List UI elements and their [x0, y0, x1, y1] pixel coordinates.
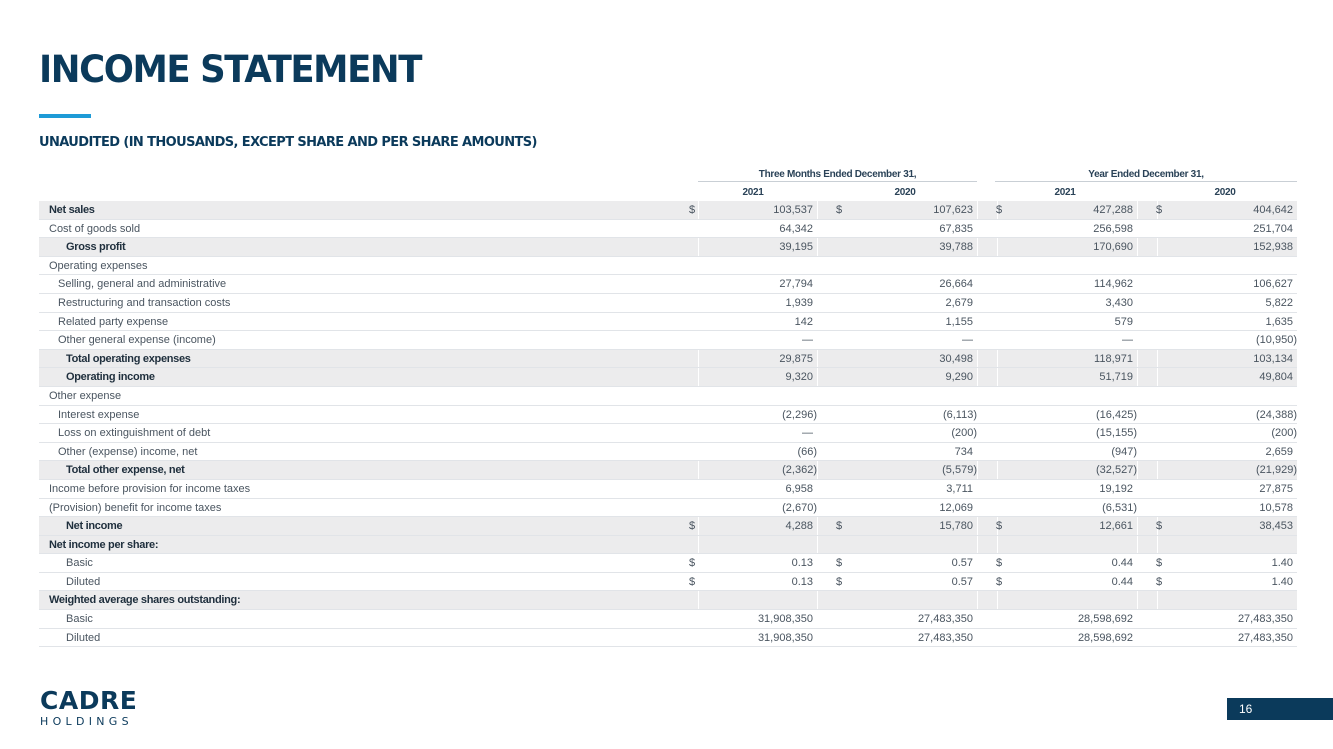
currency-symbol: $	[996, 520, 1003, 533]
value-cell: 1.40	[1271, 575, 1293, 588]
period-header-three-months: Three Months Ended December 31,	[698, 168, 977, 182]
value-cell: (21,929)	[1256, 464, 1297, 477]
row-label: Operating expenses	[49, 259, 148, 272]
year-header-y-2020: 2020	[1214, 187, 1236, 198]
value-cell: 39,195	[779, 241, 813, 254]
value-cell: 734	[954, 445, 973, 458]
currency-symbol: $	[1156, 520, 1163, 533]
row-label: Other general expense (income)	[58, 334, 216, 347]
table-row	[39, 480, 1297, 499]
value-cell: 251,704	[1253, 222, 1293, 235]
row-label: Total other expense, net	[66, 464, 185, 477]
row-label: Restructuring and transaction costs	[58, 296, 231, 309]
column-separator	[817, 350, 818, 368]
value-cell: 64,342	[779, 222, 813, 235]
row-label: Related party expense	[58, 315, 169, 328]
table-row	[39, 313, 1297, 332]
value-cell: (200)	[1271, 427, 1297, 440]
table-row	[39, 350, 1297, 369]
value-cell: 152,938	[1253, 241, 1293, 254]
table-row	[39, 424, 1297, 443]
table-row	[39, 220, 1297, 239]
value-cell: (5,579)	[942, 464, 977, 477]
value-cell: 0.57	[951, 557, 973, 570]
value-cell: (15,155)	[1096, 427, 1137, 440]
column-separator	[817, 201, 818, 219]
value-cell: (66)	[797, 445, 817, 458]
value-cell: 49,804	[1259, 371, 1293, 384]
value-cell: 107,623	[933, 204, 973, 216]
value-cell: 27,483,350	[917, 631, 973, 644]
column-separator	[817, 238, 818, 256]
value-cell: 1.40	[1271, 557, 1293, 570]
row-label: Basic	[66, 557, 93, 570]
income-statement-table	[39, 201, 1297, 647]
row-label: Diluted	[66, 631, 101, 644]
value-cell: 103,134	[1253, 352, 1293, 365]
value-cell: 114,962	[1094, 278, 1133, 291]
value-cell: 29,875	[779, 352, 813, 365]
currency-symbol: $	[689, 520, 696, 533]
value-cell: 27,483,350	[917, 613, 973, 626]
value-cell: 31,908,350	[757, 631, 813, 644]
column-separator	[817, 461, 818, 479]
column-separator	[1157, 368, 1158, 386]
column-separator	[1157, 238, 1158, 256]
table-row	[39, 629, 1297, 648]
currency-symbol: $	[689, 557, 696, 570]
currency-symbol: $	[689, 575, 696, 588]
value-cell: (24,388)	[1256, 408, 1297, 421]
column-separator	[977, 368, 978, 386]
page-subtitle: UNAUDITED (IN THOUSANDS, EXCEPT SHARE AND PER SHARE AMOUNTS)	[39, 135, 537, 150]
currency-symbol: $	[996, 204, 1003, 216]
value-cell: (10,950)	[1256, 334, 1297, 347]
value-cell: (32,527)	[1096, 464, 1137, 477]
title-accent-bar	[39, 114, 91, 118]
value-cell: 256,598	[1093, 222, 1133, 235]
value-cell: 9,320	[785, 371, 813, 384]
table-row	[39, 610, 1297, 629]
currency-symbol: $	[836, 520, 843, 533]
table-row	[39, 238, 1297, 257]
column-separator	[817, 536, 818, 554]
value-cell: 0.13	[791, 575, 813, 588]
table-row	[39, 461, 1297, 480]
column-separator	[698, 591, 699, 609]
value-cell: 26,664	[939, 278, 973, 291]
column-separator	[698, 536, 699, 554]
column-separator	[817, 368, 818, 386]
value-cell: 106,627	[1253, 278, 1293, 291]
column-separator	[1157, 591, 1158, 609]
column-separator	[698, 350, 699, 368]
value-cell: 27,875	[1259, 482, 1293, 495]
year-header-q-2020: 2020	[894, 187, 916, 198]
value-cell: 28,598,692	[1077, 631, 1133, 644]
value-cell: 67,835	[939, 222, 973, 235]
value-cell: 27,483,350	[1237, 631, 1293, 644]
column-separator	[977, 517, 978, 535]
value-cell: 19,192	[1099, 482, 1133, 495]
value-cell: 170,690	[1093, 241, 1133, 254]
row-label: Interest expense	[58, 408, 140, 421]
row-label: Diluted	[66, 575, 101, 588]
value-cell: 30,498	[939, 352, 973, 365]
page-number: 16	[1227, 698, 1333, 720]
column-separator	[698, 238, 699, 256]
logo-subtext: HOLDINGS	[40, 715, 133, 728]
value-cell: 12,069	[939, 501, 973, 514]
table-row	[39, 257, 1297, 276]
currency-symbol: $	[836, 557, 843, 570]
value-cell: —	[802, 427, 813, 440]
row-label: Other expense	[49, 389, 122, 402]
column-separator	[1137, 517, 1138, 535]
value-cell: 51,719	[1099, 371, 1133, 384]
table-row	[39, 331, 1297, 350]
row-label: Net sales	[49, 204, 95, 216]
row-label: Net income	[66, 520, 123, 533]
value-cell: 0.44	[1111, 575, 1133, 588]
table-row	[39, 406, 1297, 425]
column-separator	[1137, 350, 1138, 368]
value-cell: 15,780	[939, 520, 973, 533]
row-label: Operating income	[66, 371, 155, 384]
table-row	[39, 443, 1297, 462]
column-separator	[1137, 368, 1138, 386]
value-cell: 2,659	[1265, 445, 1293, 458]
value-cell: 4,288	[785, 520, 813, 533]
row-label: Weighted average shares outstanding:	[49, 594, 241, 607]
row-label: Income before provision for income taxes	[49, 482, 251, 495]
table-row	[39, 387, 1297, 406]
table-row	[39, 499, 1297, 518]
column-separator	[817, 591, 818, 609]
value-cell: (2,362)	[782, 464, 817, 477]
table-row	[39, 591, 1297, 610]
currency-symbol: $	[836, 575, 843, 588]
value-cell: 1,939	[785, 296, 813, 309]
table-row	[39, 275, 1297, 294]
value-cell: 142	[794, 315, 813, 328]
column-separator	[977, 201, 978, 219]
value-cell: 12,661	[1099, 520, 1133, 533]
currency-symbol: $	[996, 575, 1003, 588]
table-row	[39, 573, 1297, 592]
value-cell: 38,453	[1259, 520, 1293, 533]
value-cell: 579	[1114, 315, 1133, 328]
value-cell: —	[962, 334, 973, 347]
value-cell: 27,794	[779, 278, 813, 291]
value-cell: (200)	[951, 427, 977, 440]
page-title: INCOME STATEMENT	[39, 48, 421, 91]
company-logo	[40, 688, 150, 730]
value-cell: (16,425)	[1096, 408, 1137, 421]
value-cell: 27,483,350	[1237, 613, 1293, 626]
column-separator	[997, 536, 998, 554]
column-separator	[1137, 201, 1138, 219]
value-cell: 0.13	[791, 557, 813, 570]
row-label: (Provision) benefit for income taxes	[49, 501, 222, 514]
value-cell: 103,537	[773, 204, 813, 216]
table-row	[39, 201, 1297, 220]
year-header-q-2021: 2021	[742, 187, 764, 198]
value-cell: 2,679	[945, 296, 973, 309]
value-cell: 9,290	[945, 371, 973, 384]
row-label: Gross profit	[66, 241, 126, 254]
value-cell: (2,670)	[782, 501, 817, 514]
value-cell: 0.44	[1111, 557, 1133, 570]
value-cell: 1,635	[1265, 315, 1293, 328]
value-cell: 6,958	[785, 482, 813, 495]
value-cell: 39,788	[939, 241, 973, 254]
table-row	[39, 294, 1297, 313]
row-label: Other (expense) income, net	[58, 445, 198, 458]
column-separator	[997, 591, 998, 609]
value-cell: 31,908,350	[757, 613, 813, 626]
value-cell: 5,822	[1265, 296, 1293, 309]
column-separator	[1157, 350, 1158, 368]
column-separator	[1137, 536, 1138, 554]
value-cell: 1,155	[945, 315, 973, 328]
column-separator	[698, 368, 699, 386]
table-row	[39, 554, 1297, 573]
currency-symbol: $	[1156, 575, 1163, 588]
row-label: Net income per share:	[49, 538, 159, 551]
column-separator	[977, 350, 978, 368]
value-cell: 404,642	[1253, 204, 1293, 216]
currency-symbol: $	[996, 557, 1003, 570]
column-separator	[977, 536, 978, 554]
column-separator	[977, 461, 978, 479]
column-separator	[997, 350, 998, 368]
column-separator	[1157, 461, 1158, 479]
row-label: Loss on extinguishment of debt	[58, 427, 211, 440]
column-separator	[1157, 536, 1158, 554]
column-separator	[1137, 461, 1138, 479]
row-label: Selling, general and administrative	[58, 278, 227, 291]
column-separator	[698, 517, 699, 535]
row-label: Cost of goods sold	[49, 222, 141, 235]
row-label: Total operating expenses	[66, 352, 191, 365]
value-cell: (2,296)	[782, 408, 817, 421]
value-cell: (6,113)	[942, 408, 977, 421]
table-row	[39, 536, 1297, 555]
currency-symbol: $	[1156, 204, 1163, 216]
column-separator	[977, 591, 978, 609]
value-cell: (947)	[1111, 445, 1137, 458]
value-cell: 0.57	[951, 575, 973, 588]
value-cell: 427,288	[1093, 204, 1133, 216]
value-cell: 10,578	[1259, 501, 1293, 514]
logo-wordmark: CADRE	[40, 686, 138, 715]
column-separator	[977, 238, 978, 256]
column-separator	[997, 461, 998, 479]
value-cell: (6,531)	[1102, 501, 1137, 514]
value-cell: —	[1122, 334, 1133, 347]
column-separator	[817, 517, 818, 535]
value-cell: —	[802, 334, 813, 347]
table-row	[39, 368, 1297, 387]
currency-symbol: $	[836, 204, 843, 216]
period-header-year: Year Ended December 31,	[995, 168, 1297, 182]
column-separator	[997, 368, 998, 386]
currency-symbol: $	[689, 204, 696, 216]
column-separator	[698, 461, 699, 479]
column-separator	[997, 238, 998, 256]
year-header-y-2021: 2021	[1054, 187, 1076, 198]
value-cell: 3,711	[946, 482, 973, 495]
column-separator	[1137, 591, 1138, 609]
table-row	[39, 517, 1297, 536]
value-cell: 28,598,692	[1077, 613, 1133, 626]
column-separator	[1137, 238, 1138, 256]
currency-symbol: $	[1156, 557, 1163, 570]
row-label: Basic	[66, 613, 93, 626]
value-cell: 118,971	[1094, 352, 1133, 365]
column-separator	[698, 201, 699, 219]
value-cell: 3,430	[1105, 296, 1133, 309]
